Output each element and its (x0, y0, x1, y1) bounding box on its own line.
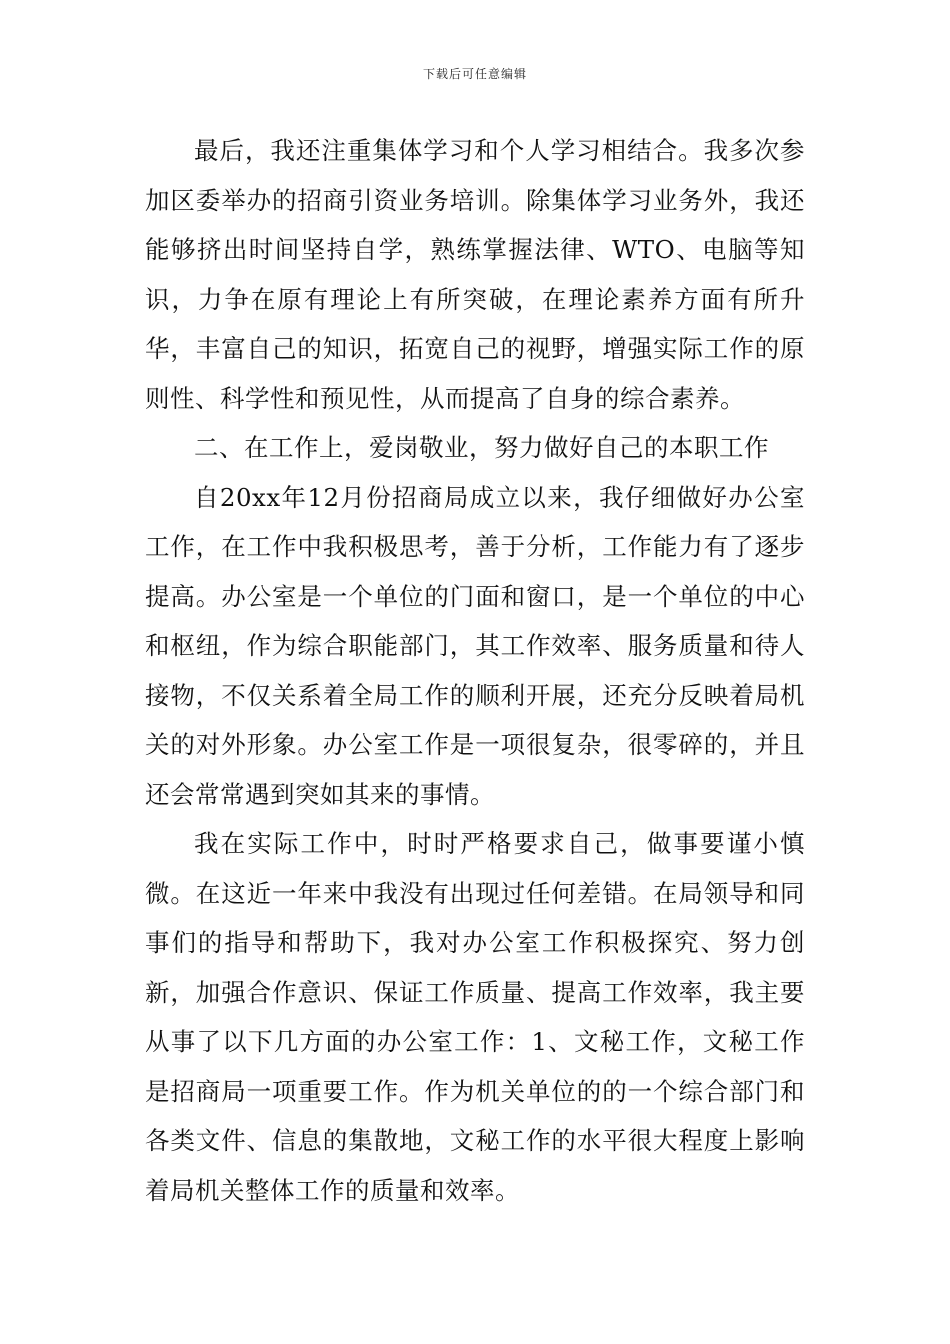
document-body (145, 126, 805, 1215)
paragraph-study: 最后，我还注重集体学习和个人学习相结合。我多次参加区委举办的招商引资业务培训。除集体学习业务外，我还能够挤出时间坚持自学，熟练掌握法律、WTO、电脑等知识，力争在原有理论上有所突破，在理论素养方面有所升华，丰富自己的知识，拓宽自己的视野，增强实际工作的原则性、科学性和预见性，从而提高了自身的综合素养。 (145, 136, 805, 413)
section-heading: 二、在工作上，爱岗敬业，努力做好自己的本职工作 (194, 433, 769, 462)
paragraph-secretarial-work: 我在实际工作中，时时严格要求自己，做事要谨小慎微。在这近一年来中我没有出现过任何差错。在局领导和同事们的指导和帮助下，我对办公室工作积极探究、努力创新，加强合作意识、保证工作质量、提高工作效率，我主要从事了以下几方面的办公室工作：1、文秘工作，文秘工作是招商局一项重要工作。作为机关单位的的一个综合部门和各类文件、信息的集散地，文秘工作的水平很大程度上影响着局机关整体工作的质量和效率。 (145, 829, 805, 1205)
paragraph-office-work: 自20xx年12月份招商局成立以来，我仔细做好办公室工作，在工作中我积极思考，善于分析，工作能力有了逐步提高。办公室是一个单位的门面和窗口，是一个单位的中心和枢纽，作为综合职能部门，其工作效率、服务质量和待人接物，不仅关系着全局工作的顺利开展，还充分反映着局机关的对外形象。办公室工作是一项很复杂，很零碎的，并且还会常常遇到突如其来的事情。 (145, 482, 805, 809)
header-note: 下载后可任意编辑 (422, 67, 527, 81)
